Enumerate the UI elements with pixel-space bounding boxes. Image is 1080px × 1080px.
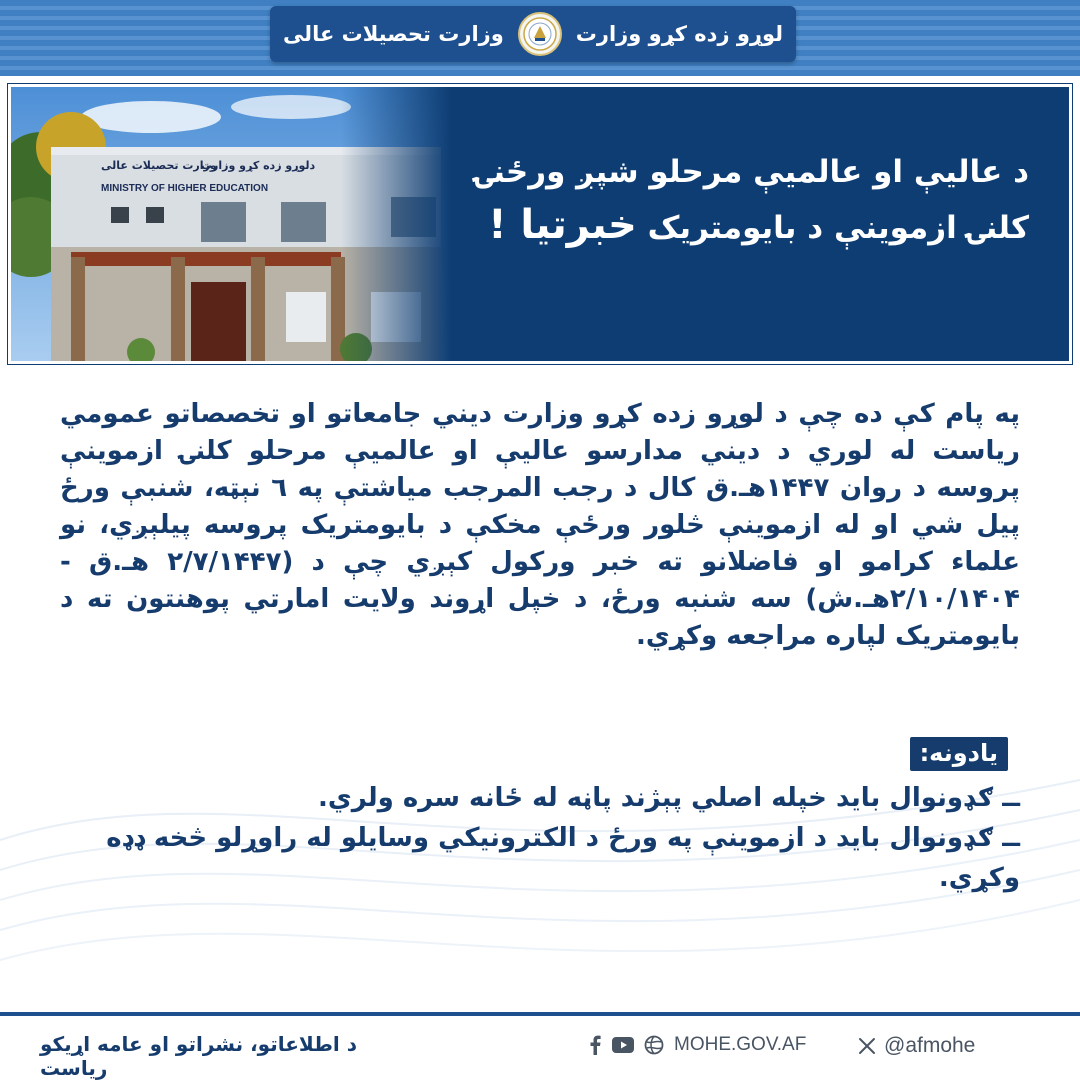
x-logo-icon[interactable] xyxy=(858,1037,876,1055)
social-links xyxy=(588,1034,806,1056)
header-pill xyxy=(270,6,796,62)
hero-title-line1: د عالیې او عالمیې مرحلو شپږ ورځنۍ xyxy=(475,154,1029,190)
footer-divider xyxy=(0,1012,1080,1016)
department-name: د اطلاعاتو، نشراتو او عامه اړیکو ریاست xyxy=(40,1032,358,1080)
reminder-heading xyxy=(910,737,1008,771)
reminder-list xyxy=(60,778,1020,898)
reminder-item: ــ ګډونوال باید د ازموینې په ورځ د الکترونیکي وسایلو له راوړلو څخه ډډه وکړي. xyxy=(106,823,1020,893)
ministry-name-pashto: لوړو زده کړو وزارت xyxy=(575,22,784,46)
facebook-icon[interactable] xyxy=(588,1035,602,1055)
reminder-label: یادونه: xyxy=(910,737,1008,771)
ministry-name-dari: وزارت تحصیلات عالی xyxy=(282,22,504,46)
website-link[interactable]: MOHE.GOV.AF xyxy=(674,1034,807,1055)
hero-title-highlight: خبرتیا ! xyxy=(488,202,637,248)
ministry-seal-icon xyxy=(518,12,562,56)
hero-title-line2-main: کلنۍ ازموینې د بایومتریک xyxy=(647,210,1029,246)
ministry-building-photo xyxy=(11,87,451,361)
footer xyxy=(0,1020,1080,1080)
globe-icon[interactable] xyxy=(644,1035,664,1055)
announcement-paragraph: په پام کې ده چې د لوړو زده کړو وزارت دیني جامعاتو او تخصصاتو عمومي ریاست له لوري د دیني مدارسو عالیې او عالمیې مرحلو کلنۍ ازموینې پروسه د روان ۱۴۴۷هـ.ق کال د رجب المرجب میاشتې په ٦ نېټه، شنبې ورځ پیل شي او له ازموینې څلور ورځې مخکې د بایومتریک پروسه پیلېږي، نو علماء کرامو او فاضلانو ته خبر ورکول کېږي چې د (۲/۷/۱۴۴۷ هـ.ق - ۲/۱۰/۱۴۰۴هـ.ش) سه شنبه ورځ، د خپل اړوند ولایت امارتي پوهنتون ته د بایومتریک لپاره مراجعه وکړي. xyxy=(60,399,1020,651)
youtube-icon[interactable] xyxy=(612,1037,634,1053)
hero-banner xyxy=(8,84,1072,364)
hero-title-line2 xyxy=(469,195,1029,258)
hero-title xyxy=(469,149,1029,258)
x-handle[interactable]: @afmohe xyxy=(884,1034,976,1057)
x-account[interactable] xyxy=(858,1034,975,1058)
reminder-item: ــ ګډونوال باید خپله اصلي پېژند پاڼه له ځانه سره ولري. xyxy=(318,783,1020,813)
